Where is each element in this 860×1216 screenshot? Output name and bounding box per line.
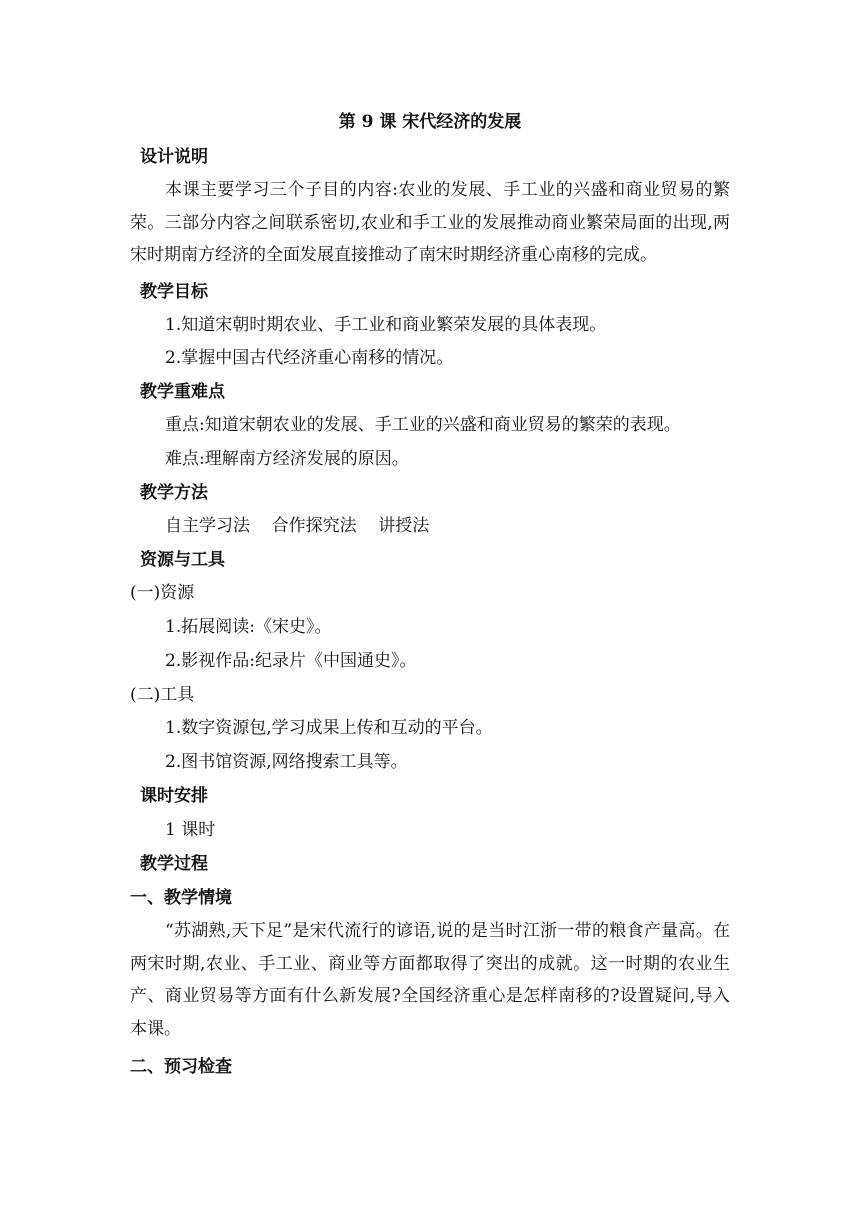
goal-item-1: 1.知道宋朝时期农业、手工业和商业繁荣发展的具体表现。 <box>165 315 607 335</box>
process-heading: 教学过程 <box>140 854 208 874</box>
section-2-heading: 二、预习检查 <box>130 1057 232 1077</box>
key-point-item-1: 重点:知道宋朝农业的发展、手工业的兴盛和商业贸易的繁荣的表现。 <box>165 415 681 435</box>
tool-item-1: 1.数字资源包,学习成果上传和互动的平台。 <box>165 718 493 738</box>
methods-heading: 教学方法 <box>140 483 208 503</box>
tools-subheading: (二)工具 <box>130 685 195 705</box>
goals-heading: 教学目标 <box>140 282 208 302</box>
section-1-paragraph: “苏湖熟,天下足”是宋代流行的谚语,说的是当时江浙一带的粮食产量高。在两宋时期,农业、手工业、商业等方面都取得了突出的成就。这一时期的农业生产、商业贸易等方面有什么新发展?全国经济重心是怎样南移的?设置疑问,导入本课。 <box>130 921 730 1039</box>
resource-item-2: 2.影视作品:纪录片《中国通史》。 <box>165 651 417 671</box>
resources-subheading: (一)资源 <box>130 583 195 603</box>
tool-item-2: 2.图书馆资源,网络搜索工具等。 <box>165 752 408 772</box>
key-points-heading: 教学重难点 <box>140 382 225 402</box>
design-heading: 设计说明 <box>140 147 208 167</box>
goal-item-2: 2.掌握中国古代经济重心南移的情况。 <box>165 348 454 368</box>
schedule-heading: 课时安排 <box>140 786 208 806</box>
lesson-title: 第 9 课 宋代经济的发展 <box>338 112 522 132</box>
section-1-heading: 一、教学情境 <box>130 888 232 908</box>
resource-item-1: 1.拓展阅读:《宋史》。 <box>165 617 332 637</box>
schedule-text: 1 课时 <box>165 820 216 840</box>
design-paragraph: 本课主要学习三个子目的内容:农业的发展、手工业的兴盛和商业贸易的繁荣。三部分内容之间联系密切,农业和手工业的发展推动商业繁荣局面的出现,两宋时期南方经济的全面发展直接推动了南宋时期经济重心南移的完成。 <box>130 180 730 265</box>
resources-heading: 资源与工具 <box>140 550 225 570</box>
key-point-item-2: 难点:理解南方经济发展的原因。 <box>165 449 409 469</box>
methods-text: 自主学习法 合作探究法 讲授法 <box>165 516 430 536</box>
